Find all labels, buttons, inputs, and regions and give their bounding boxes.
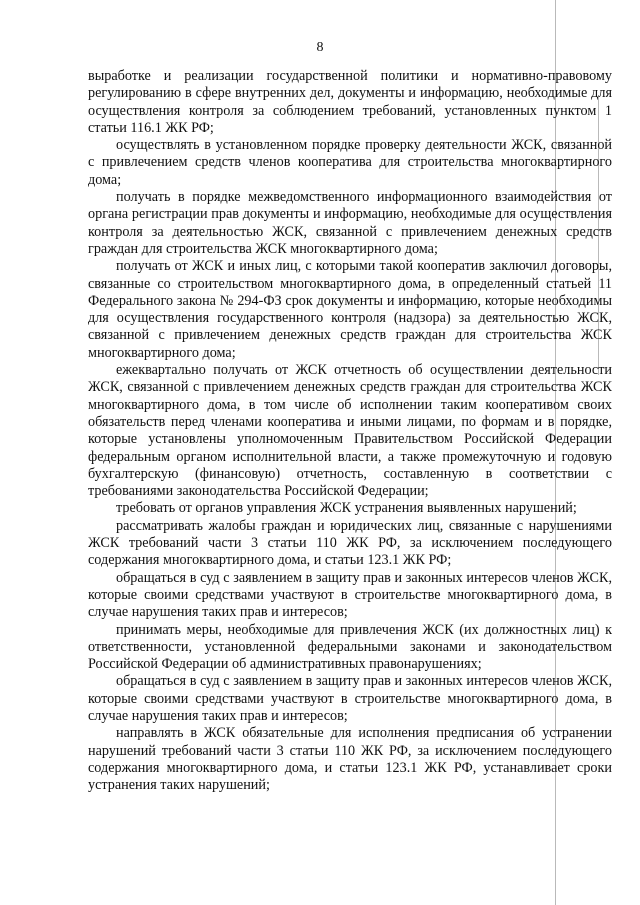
page-number: 8 <box>316 40 324 55</box>
paragraph: рассматривать жалобы граждан и юридических лиц, связанные с нарушениями ЖСК требований части 3 статьи 110 ЖК РФ, за исключением последующего содержания многоквартирного дома, и статьи 123.1 ЖК РФ; <box>88 517 612 569</box>
paragraph: получать от ЖСК и иных лиц, с которыми такой кооператив заключил договоры, связанные со строительством многоквартирного дома, в определенный статьей 11 Федерального закона № 294-ФЗ срок документы и информацию, которые необходимы для осуществления государственного контроля (надзора) за деятельностью ЖСК, связанной с привлечением денежных средств граждан для строительства ЖСК многоквартирного дома; <box>88 258 612 361</box>
document-body <box>88 68 612 794</box>
paragraph: получать в порядке межведомственного информационного взаимодействия от органа регистрации прав документы и информацию, необходимые для осуществления контроля за деятельностью ЖСК, связанной с привлечением денежных средств граждан для строительства ЖСК многоквартирного дома; <box>88 189 612 257</box>
paragraph: принимать меры, необходимые для привлечения ЖСК (их должностных лиц) к ответственности, установленной федеральными законами и законодательством Российской Федерации об административных правонарушениях; <box>88 621 612 673</box>
paragraph: ежеквартально получать от ЖСК отчетность об осуществлении деятельности ЖСК, связанной с привлечением денежных средств граждан для строительства ЖСК многоквартирного дома, в том числе об исполнении таким кооперативом своих обязательств перед членами кооператива и иными лицами, по формам и в порядке, которые установлены уполномоченным Правительством Российской Федерации федеральным органом исполнительной власти, а также промежуточную и годовую бухгалтерскую (финансовую) отчетность, составленную в соответствии с требованиями законодательства Российской Федерации; <box>88 362 612 500</box>
paragraph: осуществлять в установленном порядке проверку деятельности ЖСК, связанной с привлечением средств членов кооператива для строительства многоквартирного дома; <box>88 137 612 188</box>
paragraph: обращаться в суд с заявлением в защиту прав и законных интересов членов ЖСК, которые своими средствами участвуют в строительстве многоквартирного дома, в случае нарушения таких прав и интересов; <box>88 673 612 724</box>
paragraph: направлять в ЖСК обязательные для исполнения предписания об устранении нарушений требований части 3 статьи 110 ЖК РФ, за исключением последующего содержания многоквартирного дома, и статьи 123.1 ЖК РФ, устанавливает сроки устранения таких нарушений; <box>88 725 612 794</box>
paragraph: обращаться в суд с заявлением в защиту прав и законных интересов членов ЖСК, которые своими средствами участвуют в строительстве многоквартирного дома, в случае нарушения таких прав и интересов; <box>88 569 612 621</box>
paragraph: требовать от органов управления ЖСК устранения выявленных нарушений; <box>116 500 577 517</box>
paragraph: выработке и реализации государственной политики и нормативно-правовому регулированию в сфере внутренних дел, документы и информацию, необходимые для осуществления контроля за соблюдением требований, установленных пунктом 1 статьи 116.1 ЖК РФ; <box>88 68 612 136</box>
